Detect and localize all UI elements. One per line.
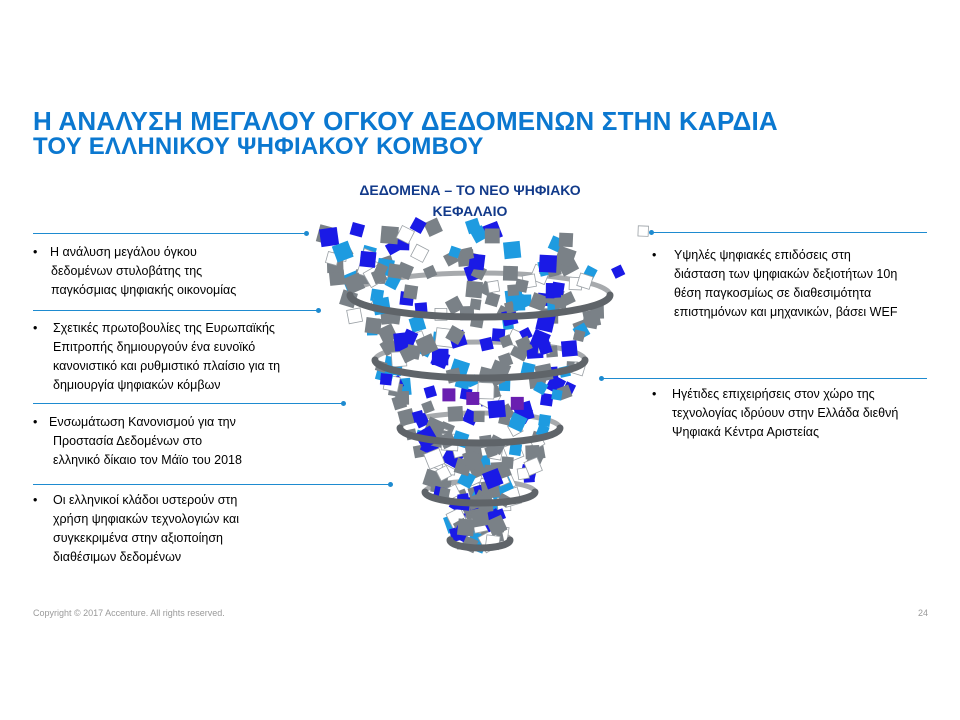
left-bullet-4: [33, 491, 323, 567]
left-bullet-3: [33, 413, 323, 470]
left-bullet-4-line-1: Οι ελληνικοί κλάδοι υστερούν στη: [53, 493, 238, 507]
bullet-dot: •: [33, 415, 38, 429]
data-square: [503, 266, 518, 281]
data-square: [474, 411, 485, 422]
left-bullet-4-line-2: χρήση ψηφιακών τεχνολογιών και: [53, 512, 239, 526]
data-square: [503, 241, 521, 259]
copyright-footer: Copyright © 2017 Accenture. All rights reserved.: [33, 608, 225, 618]
data-square: [350, 222, 366, 238]
title-line-2: ΤΟΥ ΕΛΛΗΝΙΚΟΥ ΨΗΦΙΑΚΟΥ ΚΟΜΒΟΥ: [33, 133, 484, 160]
right-bullet-1: [652, 246, 952, 322]
data-square: [442, 388, 455, 401]
data-square: [561, 340, 578, 357]
left-bullet-2-line-3: κανονιστικό και ρυθμιστικό πλαίσιο για τη: [53, 359, 281, 373]
data-square: [411, 244, 429, 262]
right-bullet-2-line-1: Ηγέτιδες επιχειρήσεις στον χώρο της: [672, 387, 875, 401]
bullet-dot: •: [33, 493, 38, 507]
data-square: [380, 373, 392, 385]
slide-title: [33, 108, 913, 160]
left-rule-2: [33, 310, 318, 311]
data-square: [511, 397, 524, 410]
data-square: [465, 281, 483, 299]
left-bullet-1-line-2: δεδομένων στυλοβάτης της: [51, 264, 203, 278]
data-square: [423, 218, 442, 237]
right-bullet-1-line-3: θέση παγκοσμίως σε διαθεσιμότητα: [674, 286, 872, 300]
data-square: [559, 233, 574, 248]
data-square: [551, 389, 562, 400]
bullet-dot: •: [33, 321, 38, 335]
data-square: [466, 392, 479, 405]
data-square: [380, 226, 399, 245]
data-square: [551, 282, 565, 296]
data-square: [365, 317, 382, 334]
left-bullet-2-line-4: δημιουργία ψηφιακών κόμβων: [53, 378, 221, 392]
data-square: [347, 308, 363, 324]
page-number: 24: [918, 608, 929, 618]
right-bullet-1-line-2: διάσταση των ψηφιακών δεξιοτήτων 10η: [674, 267, 898, 281]
right-rule-1: [652, 232, 927, 233]
data-square: [395, 391, 409, 405]
right-bullet-1-line-1: Υψηλές ψηφιακές επιδόσεις στη: [674, 248, 851, 262]
right-bullet-1-line-4: επιστημόνων και μηχανικών, βάσει WEF: [674, 305, 898, 319]
data-square: [319, 227, 339, 247]
left-bullet-1-line-3: παγκόσμιας ψηφιακής οικονομίας: [51, 283, 237, 297]
data-square: [387, 263, 403, 279]
data-square: [403, 284, 418, 299]
left-bullet-3-line-2: Προστασία Δεδομένων στο: [53, 434, 203, 448]
left-bullet-4-line-4: διαθέσιμων δεδομένων: [53, 550, 182, 564]
data-square: [538, 414, 551, 427]
bullet-dot: •: [652, 248, 657, 262]
graphic-heading-line-1: ΔΕΔΟΜΕΝΑ – ΤΟ ΝΕΟ ΨΗΦΙΑΚΟ: [359, 182, 581, 198]
data-square: [447, 406, 463, 422]
left-bullet-1-line-1: Η ανάλυση μεγάλου όγκου: [50, 245, 197, 259]
data-square: [487, 400, 506, 419]
graphic-heading-line-2: ΚΕΦΑΛΑΙΟ: [432, 203, 508, 219]
data-square: [479, 337, 494, 352]
data-tornado-icon: [300, 200, 660, 580]
data-square: [487, 280, 499, 292]
right-rule-2: [602, 378, 927, 379]
data-square: [611, 264, 625, 278]
left-bullet-3-line-1: Ενσωμάτωση Κανονισμού για την: [49, 415, 236, 429]
bullet-dot: •: [652, 387, 657, 401]
data-square: [471, 509, 490, 528]
left-rule-1: [33, 233, 306, 234]
left-bullet-1: [33, 243, 293, 300]
left-rule-4: [33, 484, 390, 485]
bullet-dot: •: [33, 245, 38, 259]
data-square: [485, 228, 500, 243]
left-bullet-3-line-3: ελληνικό δίκαιο τον Μάϊο του 2018: [53, 453, 242, 467]
data-square: [539, 255, 557, 273]
data-square: [540, 393, 554, 407]
left-bullet-4-line-3: συγκεκριμένα στην αξιοποίηση: [53, 531, 223, 545]
left-bullet-2: [33, 319, 323, 395]
data-square: [457, 518, 475, 536]
title-line-1: Η ΑΝΑΛΥΣΗ ΜΕΓΑΛΟΥ ΟΓΚΟΥ ΔΕΔΟΜΕΝΩΝ ΣΤΗΝ ΚΑΡΔΙΑ: [33, 106, 778, 136]
left-bullet-2-line-2: Επιτροπής δημιουργούν ένα ευνοϊκό: [53, 340, 256, 354]
data-square: [554, 297, 566, 309]
right-bullet-2-line-2: τεχνολογίας ιδρύουν στην Ελλάδα διεθνή: [672, 406, 899, 420]
left-rule-3: [33, 403, 343, 404]
data-square: [421, 400, 435, 414]
right-bullet-2: [652, 385, 952, 442]
left-bullet-2-line-1: Σχετικές πρωτοβουλίες της Ευρωπαϊκής: [53, 321, 275, 335]
data-square: [638, 226, 649, 237]
data-square: [461, 247, 475, 261]
right-bullet-2-line-3: Ψηφιακά Κέντρα Αριστείας: [672, 425, 819, 439]
data-square: [424, 385, 437, 398]
data-square: [478, 382, 495, 399]
data-square: [359, 251, 376, 268]
